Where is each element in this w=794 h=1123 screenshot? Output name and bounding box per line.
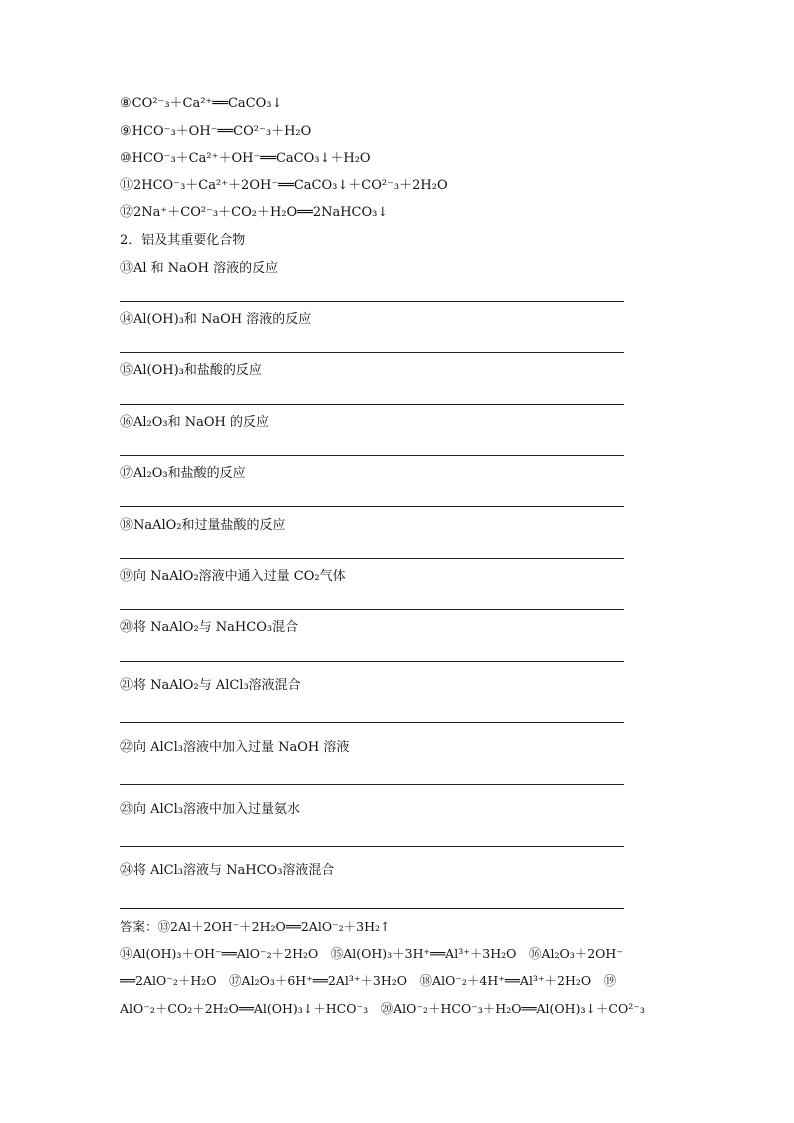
question-13: ⑬Al 和 NaOH 溶液的反应 <box>120 261 279 276</box>
section-title: 2．铝及其重要化合物 <box>120 233 246 248</box>
question-18: ⑱NaAlO₂和过量盐酸的反应 <box>120 518 286 533</box>
answer-line-2: ⑭Al(OH)₃＋OH⁻══AlO⁻₂＋2H₂O ⑮Al(OH)₃＋3H⁺══Al³⁺＋3H₂O ⑯Al₂O₃＋2OH⁻ <box>120 946 623 961</box>
question-14: ⑭Al(OH)₃和 NaOH 溶液的反应 <box>120 312 312 327</box>
answer-line-17 <box>120 506 624 507</box>
formula-9: ⑨HCO⁻₃＋OH⁻══CO²⁻₃＋H₂O <box>120 124 312 139</box>
formula-8: ⑧CO²⁻₃＋Ca²⁺══CaCO₃↓ <box>120 96 283 111</box>
question-22: ㉒向 AlCl₃溶液中加入过量 NaOH 溶液 <box>120 740 350 755</box>
answer-line-18 <box>120 558 624 559</box>
answer-line-14 <box>120 352 624 353</box>
answer-line-20 <box>120 661 624 662</box>
answer-line-24 <box>120 908 624 909</box>
answer-line-19 <box>120 609 624 610</box>
answer-line-3: ══2AlO⁻₂＋H₂O ⑰Al₂O₃＋6H⁺══2Al³⁺＋3H₂O ⑱AlO⁻₂＋4H⁺══Al³⁺＋2H₂O ⑲ <box>120 973 617 988</box>
question-19: ⑲向 NaAlO₂溶液中通入过量 CO₂气体 <box>120 569 346 584</box>
question-23: ㉓向 AlCl₃溶液中加入过量氨水 <box>120 802 300 817</box>
answer-line-4: AlO⁻₂＋CO₂＋2H₂O══Al(OH)₃↓＋HCO⁻₃ ⑳AlO⁻₂＋HCO⁻₃＋H₂O══Al(OH)₃↓＋CO²⁻₃ <box>120 1001 645 1016</box>
answer-line-13 <box>120 301 624 302</box>
answer-line-21 <box>120 722 624 723</box>
question-21: ㉑将 NaAlO₂与 AlCl₃溶液混合 <box>120 678 301 693</box>
answer-line-1: 答案：⑬2Al＋2OH⁻＋2H₂O══2AlO⁻₂＋3H₂↑ <box>120 919 391 934</box>
question-15: ⑮Al(OH)₃和盐酸的反应 <box>120 363 262 378</box>
answer-line-23 <box>120 846 624 847</box>
formula-11: ⑪2HCO⁻₃＋Ca²⁺＋2OH⁻══CaCO₃↓＋CO²⁻₃＋2H₂O <box>120 178 448 193</box>
formula-10: ⑩HCO⁻₃＋Ca²⁺＋OH⁻══CaCO₃↓＋H₂O <box>120 151 371 166</box>
answer-line-16 <box>120 455 624 456</box>
answer-line-15 <box>120 404 624 405</box>
question-20: ⑳将 NaAlO₂与 NaHCO₃混合 <box>120 620 299 635</box>
question-17: ⑰Al₂O₃和盐酸的反应 <box>120 466 246 481</box>
question-16: ⑯Al₂O₃和 NaOH 的反应 <box>120 415 270 430</box>
answer-line-22 <box>120 784 624 785</box>
formula-12: ⑫2Na⁺＋CO²⁻₃＋CO₂＋H₂O══2NaHCO₃↓ <box>120 205 389 220</box>
question-24: ㉔将 AlCl₃溶液与 NaHCO₃溶液混合 <box>120 863 335 878</box>
